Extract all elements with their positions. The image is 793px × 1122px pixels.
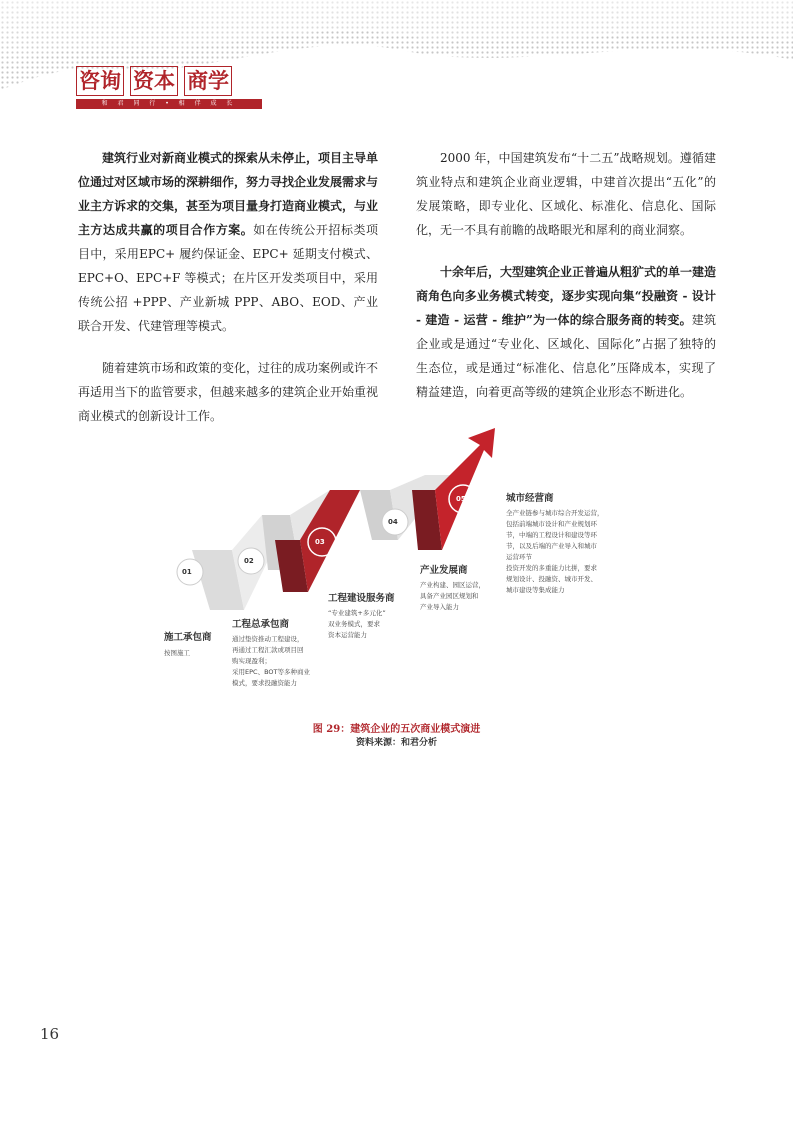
step-5-desc-5: 投资开发的多重能力比拼，要求 [506,564,597,572]
step-5-desc-4: 运营环节 [506,553,532,561]
step-2-desc-4: 模式，要求投融资能力 [232,679,297,687]
step-4-title: 产业发展商 [420,565,468,576]
step-4-desc-2: 产业导入能力 [420,603,459,611]
logo-char-1: 咨询 [76,66,124,96]
logo-char-3: 商学 [184,66,232,96]
step-3-label [328,590,395,641]
step-1-desc-0: 按图施工 [164,649,190,657]
left-p1-rest: 如在传统公开招标类项目中，采用EPC+ 履约保证金、EPC+ 延期支付模式、EPC+O、EPC+F 等模式；在片区开发类项目中，采用传统公招 +PPP、产业新城 PPP、ABO、EOD、产业联合开发、代建管理等模式。 [78,223,378,333]
arrow-segment-5 [435,428,495,550]
left-p1-bold: 建筑行业对新商业模式的探索从未停止，项目主导单位通过对区域市场的深耕细作，努力寻找企业发展需求与业主方诉求的交集，甚至为项目量身打造商业模式，与业主方达成共赢的项目合作方案。 [78,151,379,237]
business-model-evolution-diagram [150,420,650,705]
step-num-05: 05 [456,495,466,503]
step-5-desc-7: 城市建设等集成能力 [506,586,565,594]
left-paragraph-1 [78,146,378,338]
step-5-desc-3: 节，以及后端的产业导入和城市 [506,542,597,550]
step-5-desc-6: 规划设计、投融资、城市开发、 [506,575,597,583]
step-3-desc-2: 资本运营能力 [328,631,367,639]
step-2-label [232,616,310,689]
left-paragraph-2: 随着建筑市场和政策的变化，过往的成功案例或许不再适用当下的监管要求，但越来越多的建筑企业开始重视商业模式的创新设计工作。 [78,361,379,423]
step-2-desc-0: 通过垫资推动工程建设， [232,635,304,643]
step-5-desc-1: 包括前端城市设计和产业规划环 [506,520,597,528]
step-num-01: 01 [182,568,192,576]
step-2-desc-2: 购实现盈利； [232,657,271,665]
step-4-label [420,562,485,613]
right-column [416,146,716,422]
step-2-desc-1: 再通过工程汇款或项目回 [232,646,304,654]
step-5-label [506,490,604,596]
right-p2-bold: 十余年后，大型建筑企业正普遍从粗犷式的单一建造商角色向多业务模式转变，逐步实现向集“投融资 - 设计 - 建造 - 运营 - 维护”为一体的综合服务商的转变。 [416,265,717,327]
left-column [78,146,378,446]
step-3-desc-1: 双业务模式，要求 [328,620,380,628]
step-num-02: 02 [244,557,254,565]
step-num-04: 04 [388,518,398,526]
step-2-title: 工程总承包商 [232,619,290,630]
step-1-label [164,629,212,659]
logo-char-2: 资本 [130,66,178,96]
step-4-desc-1: 具备产业园区规划和 [420,592,479,600]
brand-logo [76,66,262,109]
page-number: 16 [40,1025,60,1043]
figure-caption-source: 资料来源：和君分析 [355,738,437,748]
step-5-title: 城市经营商 [506,493,554,504]
step-5-desc-0: 全产业链参与城市综合开发运营， [506,509,604,517]
step-5-desc-2: 节，中端的工程设计和建设等环 [506,531,597,539]
right-paragraph-2 [416,260,716,404]
step-3-title: 工程建设服务商 [328,593,395,604]
step-num-03: 03 [315,538,325,546]
step-4-desc-0: 产业构建、园区运营， [420,581,485,589]
logo-tagline: 和 君 同 行 • 相 伴 成 长 [76,99,262,109]
step-2-desc-3: 采用EPC、BOT等多种商业 [232,668,310,676]
figure-caption-title: 图 29：建筑企业的五次商业模式演进 [312,724,481,735]
step-1-title: 施工承包商 [164,632,212,643]
right-p2-rest: 建筑企业或是通过“专业化、区域化、国际化”占据了独特的生态位，或是通过“标准化、信息化”压降成本，实现了精益建造，向着更高等级的建筑企业形态不断进化。 [416,313,716,399]
right-paragraph-1: 2000 年，中国建筑发布“十二五”战略规划。遵循建筑业特点和建筑企业商业逻辑，中建首次提出“五化”的发展策略，即专业化、区域化、标准化、信息化、国际化，无一不具有前瞻的战略眼光和犀利的商业洞察。 [416,151,716,237]
step-3-desc-0: “专业建筑+多元化” [328,609,386,617]
